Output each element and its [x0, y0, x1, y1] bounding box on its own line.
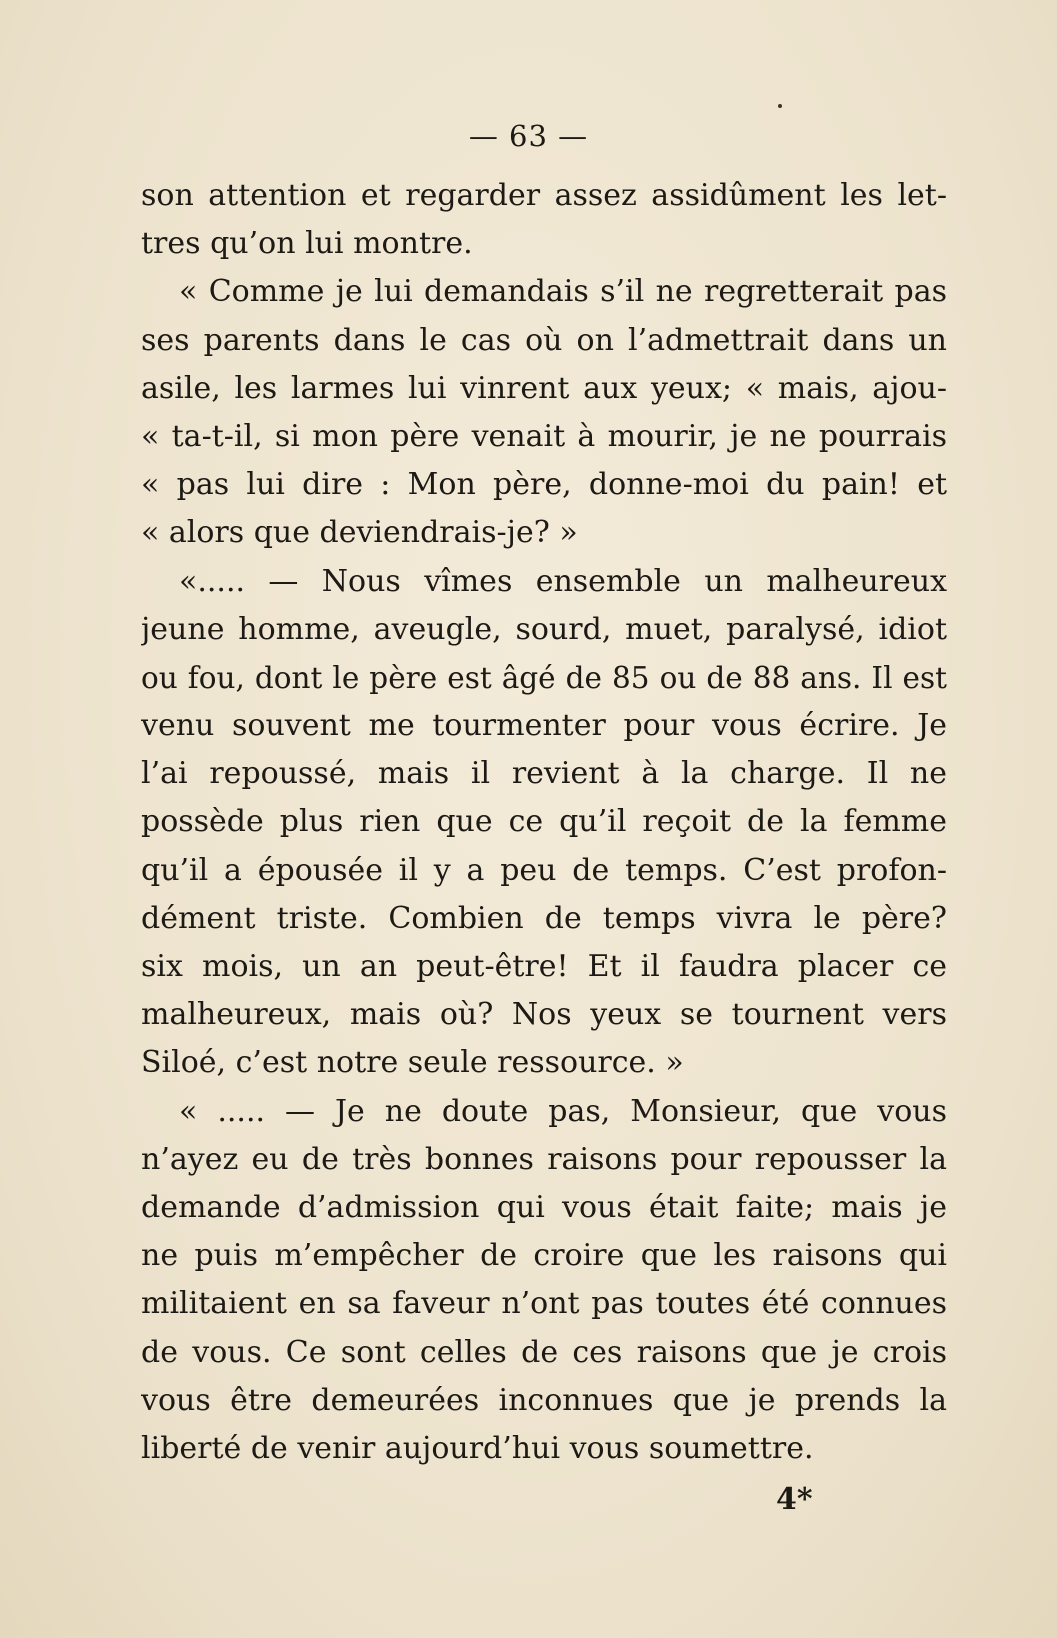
- text-line: asile, les larmes lui vinrent aux yeux; « mais, ajou-: [141, 370, 947, 406]
- text-line: militaient en sa faveur n’ont pas toutes été connues: [141, 1286, 947, 1322]
- text-line: malheureux, mais où? Nos yeux se tournent vers: [141, 997, 947, 1033]
- text-line: jeune homme, aveugle, sourd, muet, paralysé, idiot: [141, 611, 947, 647]
- text-line: « Comme je lui demandais s’il ne regretterait pas: [179, 274, 947, 310]
- text-line: « pas lui dire : Mon père, donne-moi du pain! et: [141, 467, 947, 503]
- text-line: demande d’admission qui vous était faite; mais je: [141, 1189, 947, 1225]
- text-line: «..... — Nous vîmes ensemble un malheureux: [179, 563, 947, 599]
- text-line: « ..... — Je ne doute pas, Monsieur, que vous: [179, 1093, 947, 1129]
- text-line: « alors que deviendrais-je? »: [141, 515, 578, 551]
- text-line: liberté de venir aujourd’hui vous soumettre.: [141, 1430, 814, 1466]
- ink-speck: [778, 104, 782, 108]
- text-line: son attention et regarder assez assidûment les let-: [141, 178, 947, 213]
- signature-mark: 4*: [776, 1482, 813, 1517]
- page-number: — 63 —: [468, 119, 589, 153]
- text-line: possède plus rien que ce qu’il reçoit de la femme: [141, 804, 947, 840]
- body-text: [141, 172, 947, 1473]
- text-line: vous être demeurées inconnues que je prends la: [141, 1382, 947, 1418]
- text-line: six mois, un an peut-être! Et il faudra placer ce: [141, 949, 947, 984]
- text-line: l’ai repoussé, mais il revient à la charge. Il ne: [141, 756, 947, 792]
- text-line: dément triste. Combien de temps vivra le père?: [141, 900, 947, 936]
- text-line: Siloé, c’est notre seule ressource. »: [141, 1045, 684, 1081]
- text-line: « ta-t-il, si mon père venait à mourir, je ne pourrais: [141, 418, 947, 454]
- text-line: ne puis m’empêcher de croire que les raisons qui: [141, 1238, 947, 1274]
- text-line: ses parents dans le cas où on l’admettrait dans un: [141, 322, 947, 358]
- text-line: venu souvent me tourmenter pour vous écrire. Je: [141, 708, 947, 744]
- text-line: n’ayez eu de très bonnes raisons pour repousser la: [141, 1141, 947, 1177]
- text-line: qu’il a épousée il y a peu de temps. C’est profon-: [141, 852, 947, 888]
- text-line: ou fou, dont le père est âgé de 85 ou de 88 ans. Il est: [141, 660, 947, 695]
- text-line: tres qu’on lui montre.: [141, 226, 473, 262]
- text-line: de vous. Ce sont celles de ces raisons que je crois: [141, 1334, 947, 1370]
